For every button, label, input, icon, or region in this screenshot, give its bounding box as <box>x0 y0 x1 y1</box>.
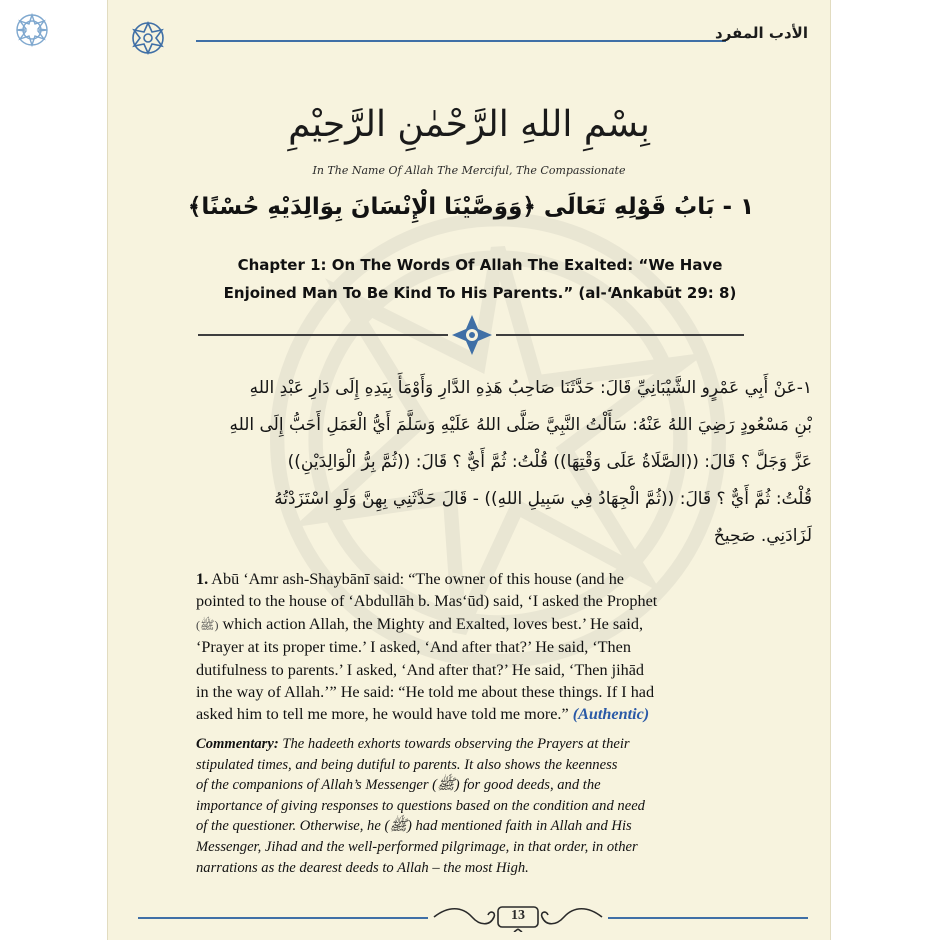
hadith-english-line: dutifulness to parents.’ I asked, ‘And after that?’ He said, ‘Then jihād <box>196 660 644 679</box>
commentary-line <box>196 734 778 755</box>
commentary-line: importance of giving responses to questions based on the condition and need <box>196 797 645 814</box>
footer-rule-right <box>608 917 808 919</box>
commentary-line: stipulated times, and being dutiful to parents. It also shows the keenness <box>196 756 618 773</box>
chapter-heading-arabic: ١ - بَابُ قَوْلِهِ تَعَالَى ﴿وَوَصَّيْنَا الْإِنْسَانَ بِوَالِدَيْهِ حُسْنًا﴾ <box>187 194 755 220</box>
commentary-line-text: The hadeeth exhorts towards observing the Prayers at their <box>282 736 630 752</box>
divider-line-right <box>496 334 744 336</box>
header-rule <box>196 40 726 42</box>
chapter-heading-line: Chapter 1: On The Words Of Allah The Exalted: “We Have <box>237 256 723 274</box>
hadith-arabic-line: ١-عَنْ أَبِي عَمْرٍو الشَّيْبَانِيِّ قَالَ: حَدَّثَنَا صَاحِبُ هَذِهِ الدَّارِ وَأَوْمَأَ بِيَدِهِ إِلَى دَارِ عَبْدِ اللهِ <box>249 378 812 398</box>
running-header-title: الأدب المفرد <box>715 24 808 42</box>
commentary-line: of the questioner. Otherwise, he (ﷺ) had mentioned faith in Allah and His <box>196 818 632 835</box>
hadith-english-line <box>196 613 776 636</box>
hadith-arabic-text <box>202 370 812 555</box>
publisher-logo-icon <box>14 12 50 48</box>
hadith-arabic-line: لَزَادَنِي. صَحِيحٌ <box>713 526 812 546</box>
hadith-english-line-text: asked him to tell me more, he would have told me more.” <box>196 705 569 724</box>
commentary-label: Commentary: <box>196 736 279 752</box>
footer-rule-left <box>138 917 428 919</box>
commentary-line: of the companions of Allah’s Messenger (ﷺ) for good deeds, and the <box>196 777 601 794</box>
hadith-english-line <box>196 568 776 590</box>
hadith-english-line <box>196 703 776 725</box>
header-rosette-icon <box>128 18 168 58</box>
sallam-symbol: (ﷺ) <box>196 617 219 632</box>
commentary-line: Messenger, Jihad and the well-performed pilgrimage, in that order, in other <box>196 838 638 855</box>
book-page <box>108 0 830 940</box>
hadith-arabic-line: قُلْتُ: ثُمَّ أَيٌّ ؟ قَالَ: ((ثُمَّ الْجِهَادُ فِي سَبِيلِ اللهِ)) - قَالَ حَدَّثَنِي بِهِنَّ وَلَوِ اسْتَزَدْتُهُ <box>274 489 812 509</box>
hadith-arabic-line: عَزَّ وَجَلَّ ؟ قَالَ: ((الصَّلَاةُ عَلَى وَقْتِهَا)) قُلْتُ: ثُمَّ أَيٌّ ؟ قَالَ: ((ثُمَّ بِرُّ الْوَالِدَيْنِ)) <box>287 452 812 472</box>
divider-ornament-icon <box>450 313 494 357</box>
hadith-english-text <box>196 568 776 726</box>
basmala-calligraphy: بِسْمِ اللهِ الرَّحْمٰنِ الرَّحِيْمِ <box>288 104 650 145</box>
hadith-english-line: ‘Prayer at its proper time.’ I asked, ‘And after that?’ He said, ‘Then <box>196 638 631 657</box>
commentary-block <box>196 734 778 878</box>
divider-line-left <box>198 334 448 336</box>
chapter-heading-english <box>200 251 760 307</box>
commentary-line: narrations as the dearest deeds to Allah – the most High. <box>196 859 529 876</box>
basmala-translation: In The Name Of Allah The Merciful, The Compassionate <box>312 164 626 177</box>
page-number: 13 <box>511 908 525 923</box>
hadith-english-line: in the way of Allah.’” He said: “He told me about these things. If I had <box>196 683 655 702</box>
hadith-english-line-text: Abū ‘Amr ash-Shaybānī said: “The owner of this house (and he <box>211 570 624 588</box>
chapter-heading-line: Enjoined Man To Be Kind To His Parents.” (al-‘Ankabūt 29: 8) <box>223 284 737 302</box>
hadith-number: 1. <box>196 570 209 588</box>
hadith-arabic-line: بْنِ مَسْعُودٍ رَضِيَ اللهُ عَنْهُ: سَأَلْتُ النَّبِيَّ صَلَّى اللهُ عَلَيْهِ وَسَلَّمَ أَيُّ الْعَمَلِ أَحَبُّ إِلَى اللهِ <box>229 415 812 435</box>
hadith-english-line-text: which action Allah, the Mighty and Exalted, loves best.’ He said, <box>222 614 644 633</box>
hadith-grade: (Authentic) <box>572 705 650 724</box>
hadith-english-line: pointed to the house of ‘Abdullāh b. Mas‘ūd) said, ‘I asked the Prophet <box>196 592 658 611</box>
